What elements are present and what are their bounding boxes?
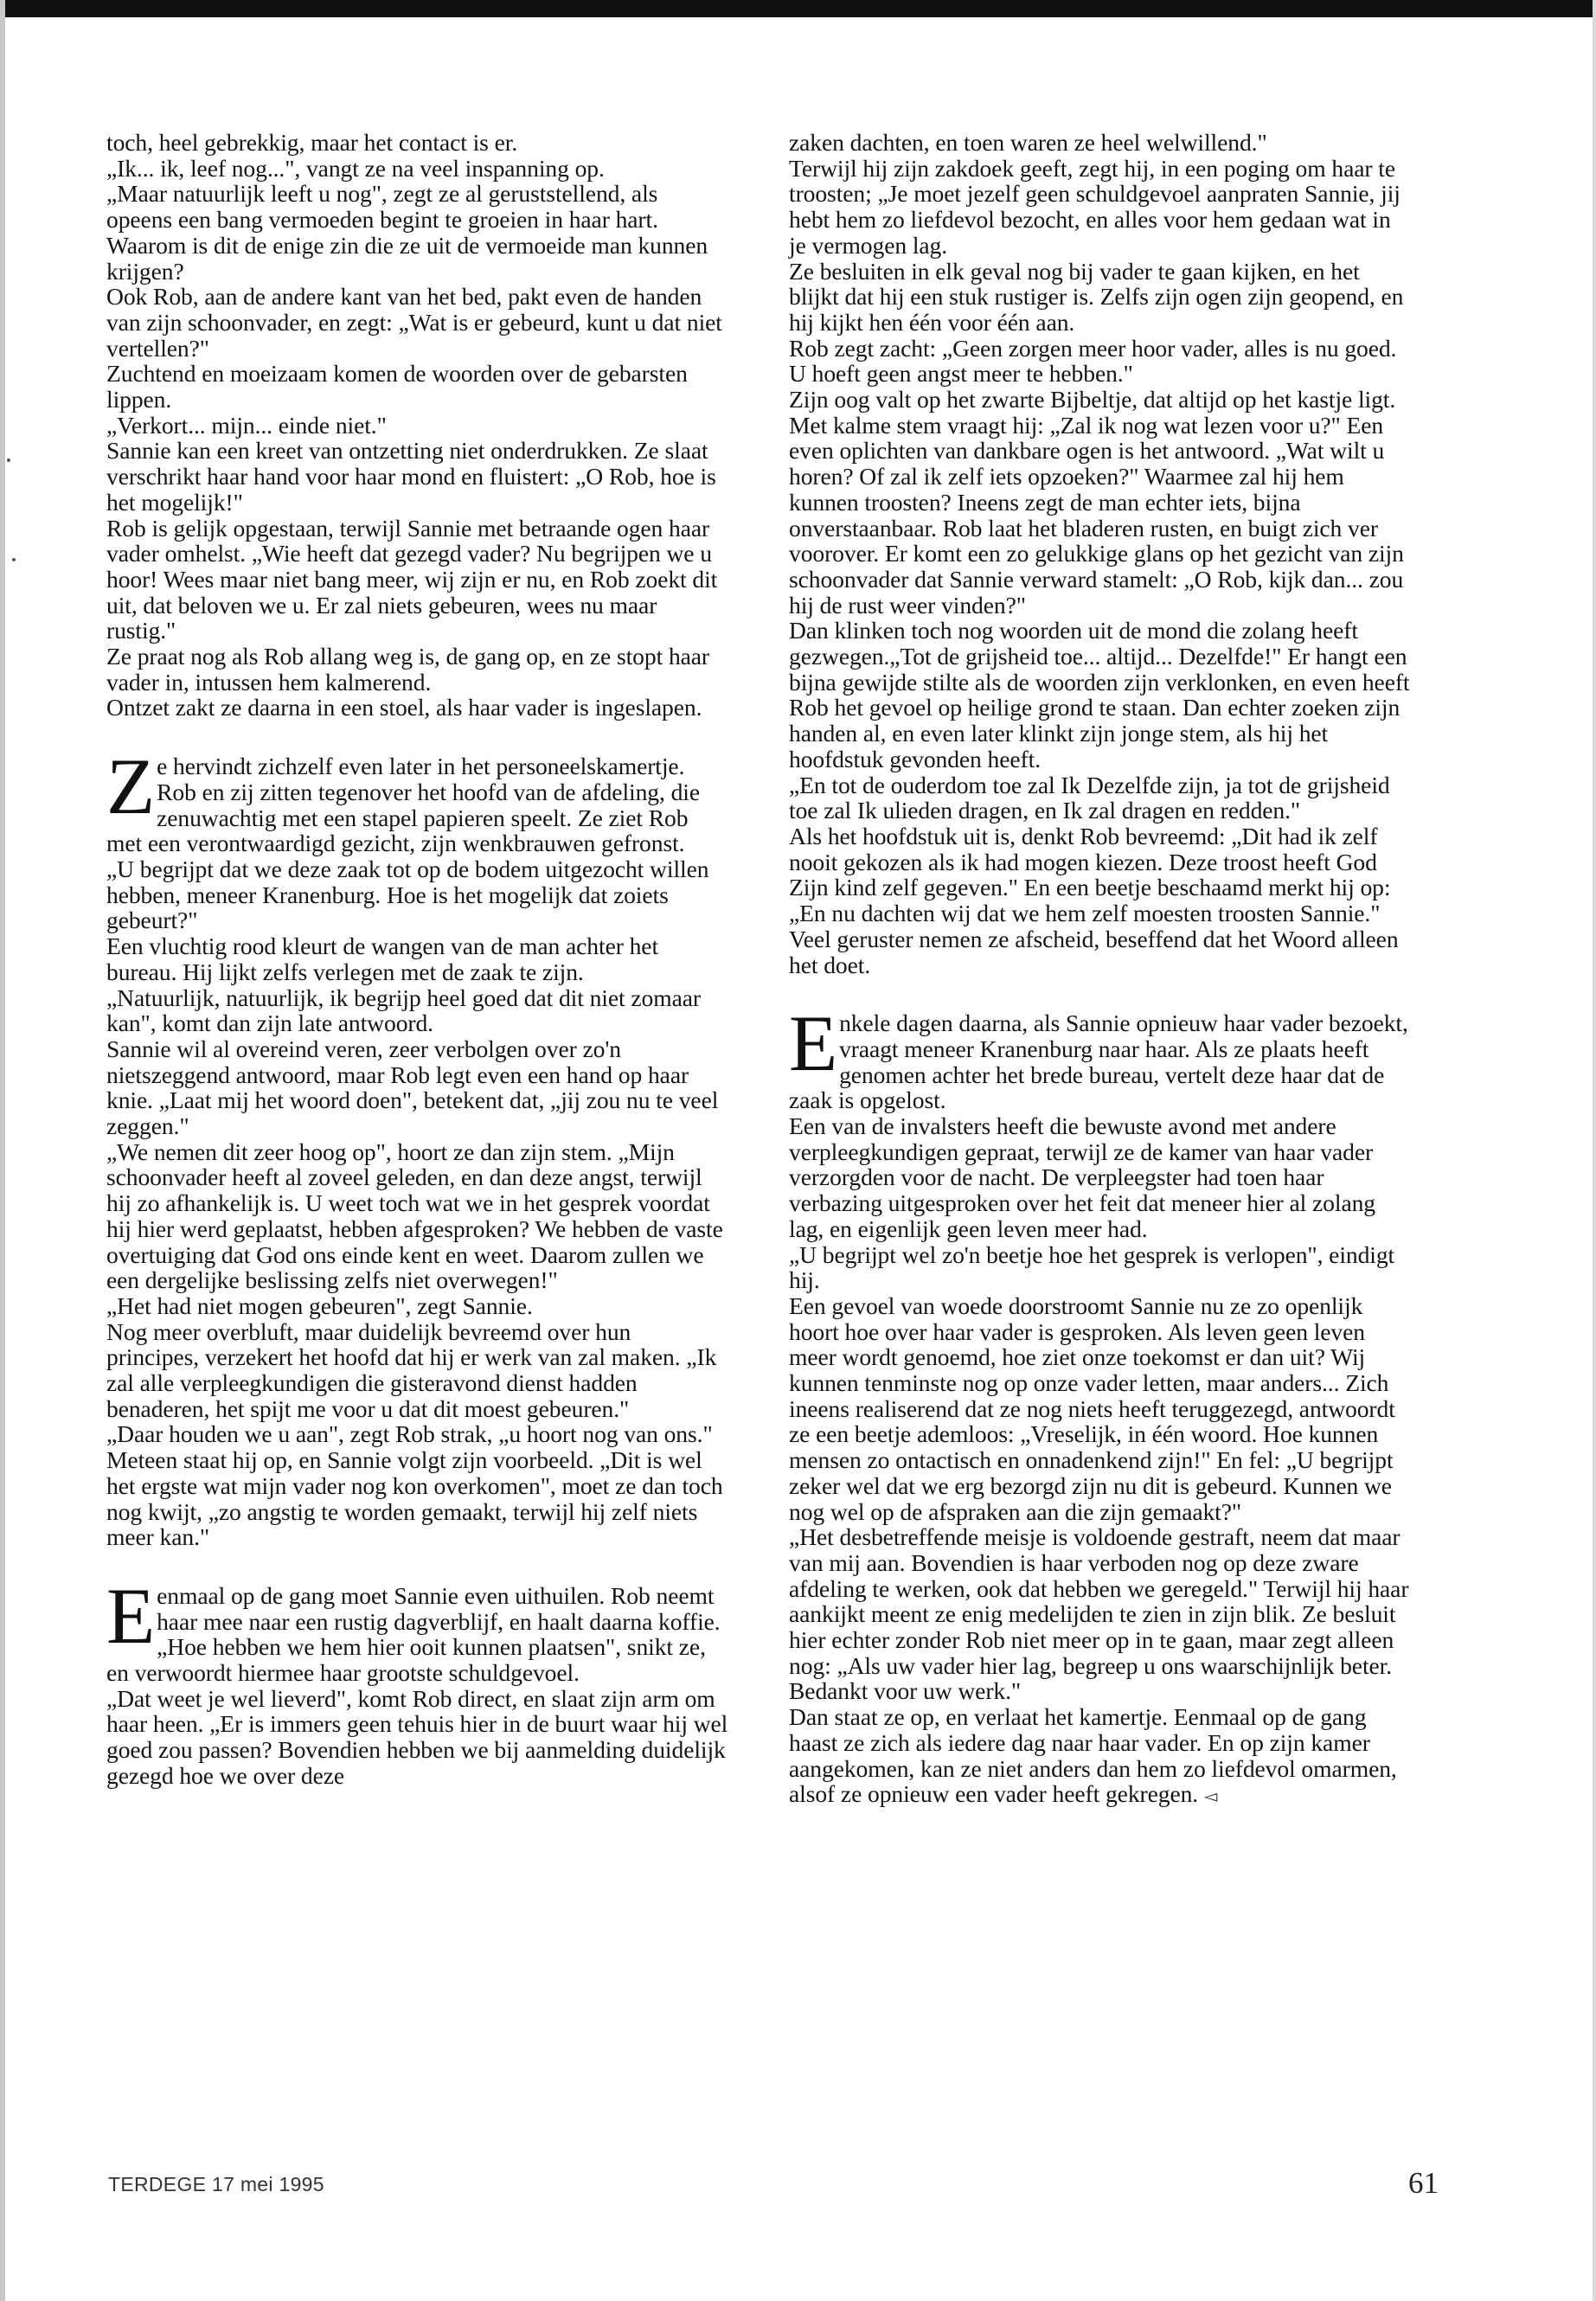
left-section-3 [106, 1571, 729, 1789]
paragraph: Nog meer overbluft, maar duidelijk bevreemd over hun principes, verzekert het hoofd dat hij er werk van zal maken. „Ik zal alle verpleegkundigen die gisteravond dienst hadden benaderen, het spijt me voor u dat dit moest gebeuren." [106, 1317, 717, 1422]
margin-mark [7, 458, 10, 462]
paragraph: „We nemen dit zeer hoog op", hoort ze dan zijn stem. „Mijn schoonvader heeft al zoveel geleden, en dan deze angst, terwijl hij zo afhankelijk is. U weet toch wat we in het gesprek voordat hij hier werd geplaatst, hebben afgesproken? We hebben de vaste overtuiging dat God ons einde kent en weet. Daarom zullen we een dergelijke beslissing zelfs niet overwegen!" [106, 1138, 723, 1294]
paragraph: „Verkort... mijn... einde niet." [106, 411, 387, 439]
paragraph: Een gevoel van woede doorstroomt Sannie nu ze zo openlijk hoort hoe over haar vader is gesproken. Als leven geen leven meer wordt genoemd, hoe ziet onze toekomst er dan uit? Wij kunnen tenminste nog op onze vader letten, maar anders... Zich ineens realiserend dat ze nog niets heeft teruggezegd, antwoordt ze een beetje ademloos: „Vreselijk, in één woord. Hoe kunnen mensen zo ontactisch en onnadenkend zijn!" En fel: „U begrijpt zeker wel dat we erg bezorgd zijn nu dit is gebeurd. Kunnen we nog wel op de afspraken aan die zijn gemaakt?" [789, 1292, 1395, 1525]
margin-mark [12, 558, 16, 561]
paragraph: „Het desbetreffende meisje is voldoende gestraft, neem dat maar van mij aan. Bovendien is haar verboden nog op deze zware afdeling te werken, ook dat hebben we geregeld." Terwijl hij haar aankijkt meent ze enig medelijden te zien in zijn blik. Ze besluit hier echter zonder Rob niet meer op in te gaan, maar zegt alleen nog: „Als uw vader hier lag, begreep u ons waarschijnlijk beter. Bedankt voor uw werk." [789, 1523, 1409, 1705]
drop-cap: E [106, 1571, 156, 1660]
drop-cap: E [789, 999, 838, 1088]
paragraph: „Het had niet mogen gebeuren", zegt Sannie. [106, 1292, 533, 1319]
paragraph: Meteen staat hij op, en Sannie volgt zijn voorbeeld. „Dit is wel het ergste wat mijn vader nog kon overkomen", moet ze dan toch nog kwijt, „zo angstig te worden gemaakt, terwijl hij zelf niets meer kan." [106, 1446, 723, 1551]
left-section-2 [106, 742, 729, 1551]
paragraph: Een vluchtig rood kleurt de wangen van de man achter het bureau. Hij lijkt zelfs verlegen met de zaak te zijn. [106, 933, 659, 985]
paragraph: „U begrijpt dat we deze zaak tot op de bodem uitgezocht willen hebben, meneer Kranenburg. Hoe is het mogelijk dat zoiets gebeurt?" [106, 855, 709, 934]
paragraph: „En tot de ouderdom toe zal Ik Dezelfde zijn, ja tot de grijsheid toe zal Ik ulieden dragen, en Ik zal dragen en redden." [789, 771, 1390, 824]
paragraph: „Ik... ik, leef nog...", vangt ze na veel inspanning op. [106, 154, 605, 182]
publication-footer: TERDEGE 17 mei 1995 [108, 2173, 324, 2195]
paragraph: Rob zegt zacht: „Geen zorgen meer hoor vader, alles is nu goed. U hoeft geen angst meer te hebben." [789, 334, 1397, 388]
paragraph: Rob is gelijk opgestaan, terwijl Sannie met betraande ogen haar vader omhelst. „Wie heeft dat gezegd vader? Nu begrijpen we u hoor! Wees maar niet bang meer, wij zijn er nu, en Rob zoekt dit uit, dat beloven we u. Er zal niets gebeuren, wees nu maar rustig." [106, 514, 718, 644]
paragraph: Sannie kan een kreet van ontzetting niet onderdrukken. Ze slaat verschrikt haar hand voor haar mond en fluistert: „O Rob, hoe is het mogelijk!" [106, 437, 716, 516]
scan-border-right [1593, 0, 1596, 2301]
paragraph: Dan staat ze op, en verlaat het kamertje. Eenmaal op de gang haast ze zich als iedere dag naar haar vader. En op zijn kamer aangekomen, kan ze niet anders dan hem zo liefdevol omarmen, alsof ze opnieuw een vader heeft gekregen. ◅ [789, 1703, 1397, 1808]
left-section-1 [106, 130, 729, 721]
page-number: 61 [1408, 2166, 1439, 2200]
paragraph: Zuchtend en moeizaam komen de woorden over de gebarsten lippen. [106, 360, 688, 413]
drop-cap: Z [106, 742, 156, 831]
paragraph: Een van de invalsters heeft die bewuste avond met andere verpleegkundigen gepraat, terwijl ze de kamer van haar vader verzorgden voor de nacht. De verpleegster had toen haar verbazing uitgesproken over het feit dat meneer hier al zolang lag, en eigenlijk geen leven meer had. [789, 1112, 1375, 1242]
paragraph: Sannie wil al overeind veren, zeer verbolgen over zo'n nietszeggend antwoord, maar Rob legt even een hand op haar knie. „Laat mij het woord doen", betekent dat, „jij zou nu te veel zeggen." [106, 1035, 719, 1140]
right-section-2 [789, 999, 1412, 1811]
paragraph: Als het hoofdstuk uit is, denkt Rob bevreemd: „Dit had ik zelf nooit gekozen als ik had mogen kiezen. Deze troost heeft God Zijn kind zelf gegeven." En een beetje beschaamd merkt hij op: „En nu dachten wij dat we hem zelf moesten troosten Sannie." Veel geruster nemen ze afscheid, beseffend dat het Woord alleen het doet. [789, 822, 1399, 978]
paragraph: Zijn oog valt op het zwarte Bijbeltje, dat altijd op het kastje ligt. Met kalme stem vraagt hij: „Zal ik nog wat lezen voor u?" Een even oplichten van dankbare ogen is het antwoord. „Wat wilt u horen? Of zal ik zelf iets opzoeken?" Waarmee zal hij hem kunnen troosten? Ineens zegt de man echter iets, bijna onverstaanbaar. Rob laat het bladeren rusten, en buigt zich ver voorover. Er komt een zo gelukkige glans op het gezicht van zijn schoonvader dat Sannie verward stamelt: „O Rob, kijk dan... zou hij de rust weer vinden?" [789, 386, 1404, 619]
paragraph: Eenmaal op de gang moet Sannie even uithuilen. Rob neemt haar mee naar een rustig dagverblijf, en haalt daarna koffie. „Hoe hebben we hem hier ooit kunnen plaatsen", snikt ze, en verwoordt hiermee haar grootste schuldgevoel. [106, 1571, 721, 1687]
paragraph: „Natuurlijk, natuurlijk, ik begrijp heel goed dat dit niet zomaar kan", komt dan zijn late antwoord. [106, 984, 701, 1037]
right-section-1 [789, 130, 1412, 977]
paragraph: „U begrijpt wel zo'n beetje hoe het gesprek is verlopen", eindigt hij. [789, 1240, 1395, 1294]
paragraph: Dan klinken toch nog woorden uit de mond die zolang heeft gezwegen.„Tot de grijsheid toe... altijd... Dezelfde!" Er hangt een bijna gewijde stilte als de woorden zijn verklonken, en even heeft Rob het gevoel op heilige grond te staan. Dan echter zoeken zijn handen al, en even later klinkt zijn jonge stem, als hij het hoofdstuk gevonden heeft. [789, 617, 1410, 772]
paragraph: Ook Rob, aan de andere kant van het bed, pakt even de handen van zijn schoonvader, en zegt: „Wat is er gebeurd, kunt u dat niet vertellen?" [106, 283, 722, 362]
paragraph: „Daar houden we u aan", zegt Rob strak, „u hoort nog van ons." [106, 1420, 713, 1448]
paragraph: Ze praat nog als Rob allang weg is, de gang op, en ze stopt haar vader in, intussen hem kalmerend. [106, 643, 710, 695]
paragraph: toch, heel gebrekkig, maar het contact is er. [106, 129, 518, 156]
end-of-article-mark: ◅ [1203, 1787, 1218, 1807]
paragraph: Ze besluiten in elk geval nog bij vader te gaan kijken, en het blijkt dat hij een stuk rustiger is. Zelfs zijn ogen zijn geopend, en hij kijkt hen één voor één aan. [789, 257, 1404, 336]
paragraph: „Dat weet je wel lieverd", komt Rob direct, en slaat zijn arm om haar heen. „Er is immers geen tehuis hier in de buurt waar hij wel goed zou passen? Bovendien hebben we bij aanmelding duidelijk gezegd hoe we over deze [106, 1684, 728, 1789]
scan-border-top [0, 0, 1596, 17]
left-column [106, 130, 729, 1789]
paragraph: Enkele dagen daarna, als Sannie opnieuw haar vader bezoekt, vraagt meneer Kranenburg naar haar. Als ze plaats heeft genomen achter het brede bureau, vertelt deze haar dat de zaak is opgelost. [789, 999, 1408, 1114]
paragraph: Terwijl hij zijn zakdoek geeft, zegt hij, in een poging om haar te troosten; „Je moet jezelf geen schuldgevoel aanpraten Sannie, jij hebt hem zo liefdevol bezocht, en alles voor hem gedaan wat in je vermogen lag. [789, 154, 1401, 259]
paragraph: „Maar natuurlijk leeft u nog", zegt ze al geruststellend, als opeens een bang vermoeden begint te groeien in haar hart. Waarom is dit de enige zin die ze uit de vermoeide man kunnen krijgen? [106, 180, 708, 285]
paragraph: zaken dachten, en toen waren ze heel welwillend." [789, 129, 1267, 156]
scan-border-left [0, 0, 5, 2301]
right-column [789, 130, 1412, 1811]
paragraph: Ze hervindt zichzelf even later in het personeelskamertje. Rob en zij zitten tegenover het hoofd van de afdeling, die zenuwachtig met een stapel papieren speelt. Ze ziet Rob met een verontwaardigd gezicht, zijn wenkbrauwen gefronst. [106, 742, 700, 857]
paragraph: Ontzet zakt ze daarna in een stoel, als haar vader is ingeslapen. [106, 694, 702, 721]
